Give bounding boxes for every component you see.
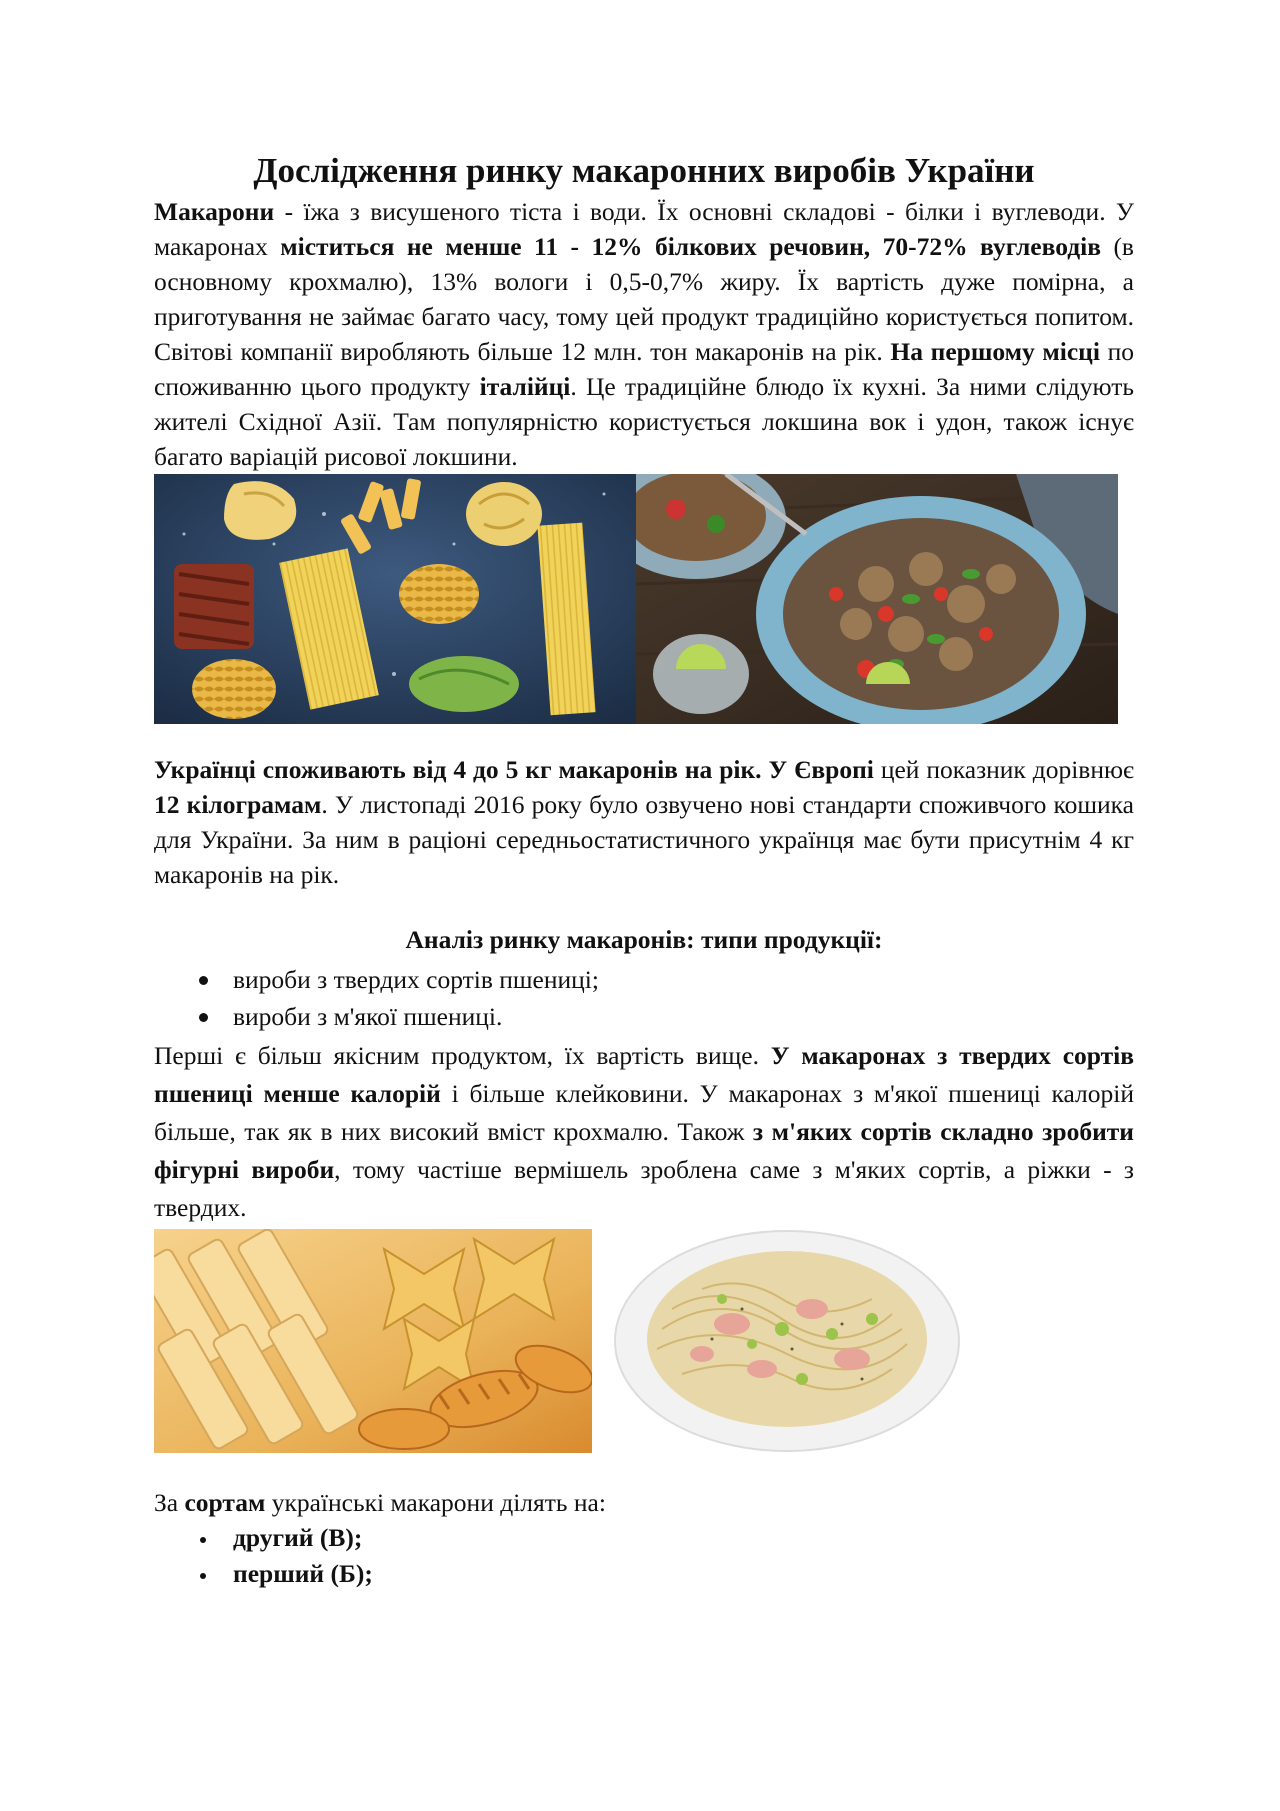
bold-fact: 12 кілограмам	[154, 790, 322, 819]
spacer	[592, 1229, 612, 1453]
bold-fact: На першому місці	[890, 337, 1100, 366]
text-run: Перші є більш якісним продуктом, їх вартість вище.	[154, 1041, 771, 1070]
bold-fact: У макаронах з твердих сортів пшениці менше калорій	[154, 1041, 1134, 1108]
text-run: - їжа з висушеного тіста і води. Їх основні складові - білки і вуглеводи. У макаронах	[154, 197, 1134, 261]
product-types-list	[154, 961, 1134, 1035]
grades-paragraph	[154, 1485, 1134, 1520]
comparison-paragraph	[154, 1037, 1134, 1227]
text-run: , тому частіше вермішель зроблена саме з м'яких сортів, а ріжки - з твердих.	[154, 1155, 1134, 1222]
spaghetti-plate-photo	[612, 1229, 962, 1453]
list-item: вироби з м'якої пшениці.	[154, 998, 1134, 1035]
text-run: . Це традиційне блюдо їх кухні. За ними слідують жителі Східної Азії. Там популярністю користується локшина вок і удон, також існує багато варіацій рисової локшини.	[154, 372, 1134, 471]
photo-row-1	[154, 474, 1134, 724]
text-run: За	[154, 1488, 185, 1517]
page-title: Дослідження ринку макаронних виробів України	[253, 151, 1035, 190]
photo-row-2	[154, 1229, 1134, 1453]
text-run: українські макарони ділять на:	[265, 1488, 606, 1517]
grades-list	[154, 1520, 1134, 1592]
pasta-salad-photo	[636, 474, 1118, 724]
document-content	[154, 148, 1134, 1592]
grade-label: перший (Б);	[233, 1559, 373, 1588]
intro-paragraph	[154, 194, 1134, 474]
text-run: цей показник дорівнює	[873, 755, 1134, 784]
bold-fact: міститься не менше 11 - 12% білкових речовин, 70-72% вуглеводів	[280, 232, 1101, 261]
consumption-paragraph	[154, 752, 1134, 892]
text-run: (в основному крохмалю), 13% вологи і 0,5-0,7% жиру. Їх вартість дуже помірна, а приготування не займає багато часу, тому цей продукт традиційно користується попитом. Світові компанії виробляють більше 12 млн. тон макаронів на рік.	[154, 232, 1134, 366]
text-run: по споживанню цього продукту	[154, 337, 1134, 401]
bold-fact: Українці споживають від 4 до 5 кг макаронів на рік. У Європі	[154, 755, 874, 784]
pasta-closeup-photo	[154, 1229, 592, 1453]
analysis-heading: Аналіз ринку макаронів: типи продукції:	[405, 925, 883, 954]
text-run: і більше клейковини. У макаронах з м'якої пшениці калорій більше, так як в них високий вміст крохмалю. Також	[154, 1079, 1135, 1146]
pasta-varieties-photo	[154, 474, 636, 724]
list-item	[154, 1520, 1134, 1556]
bold-fact: з м'яких сортів складно зробити фігурні вироби	[154, 1117, 1135, 1184]
bold-term: сортам	[184, 1488, 266, 1517]
list-item	[154, 1556, 1134, 1592]
list-item: вироби з твердих сортів пшениці;	[154, 961, 1134, 998]
bold-term: Макарони	[154, 197, 275, 226]
grade-label: другий (В);	[233, 1523, 363, 1552]
bold-fact: італійці	[479, 372, 571, 401]
text-run: . У листопаді 2016 року було озвучено нові стандарти споживчого кошика для України. За ним в раціоні середньостатистичного українця має бути присутнім 4 кг макаронів на рік.	[154, 790, 1134, 889]
